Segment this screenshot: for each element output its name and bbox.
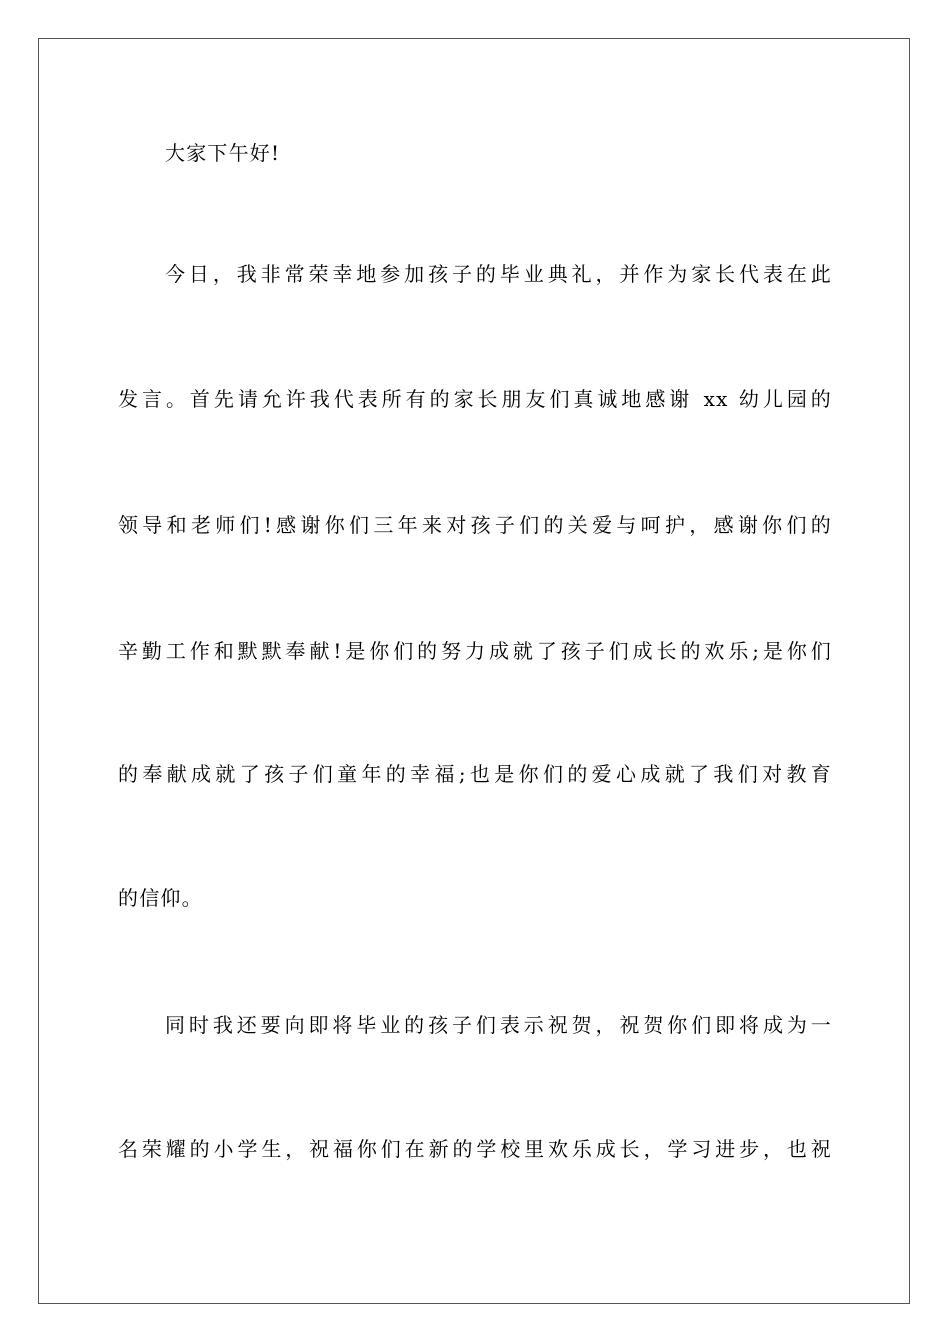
paragraph-1-line-5: 的奉献成就了孩子们童年的幸福;也是你们的爱心成就了我们对教育 [118, 762, 832, 786]
paragraph-1-line-1: 今日，我非常荣幸地参加孩子的毕业典礼，并作为家长代表在此 [165, 262, 832, 286]
paragraph-1-line-2: 发言。首先请允许我代表所有的家长朋友们真诚地感谢 xx 幼儿园的 [118, 387, 832, 411]
paragraph-2-line-2: 名荣耀的小学生，祝福你们在新的学校里欢乐成长，学习进步，也祝 [118, 1137, 832, 1161]
greeting-line: 大家下午好! [165, 141, 281, 165]
page-border [38, 38, 910, 1304]
paragraph-2-line-1: 同时我还要向即将毕业的孩子们表示祝贺，祝贺你们即将成为一 [165, 1013, 832, 1037]
paragraph-1-line-3: 领导和老师们!感谢你们三年来对孩子们的关爱与呵护，感谢你们的 [118, 513, 832, 537]
paragraph-1-line-4: 辛勤工作和默默奉献!是你们的努力成就了孩子们成长的欢乐;是你们 [118, 639, 832, 663]
paragraph-1-line-6: 的信仰。 [118, 886, 203, 910]
